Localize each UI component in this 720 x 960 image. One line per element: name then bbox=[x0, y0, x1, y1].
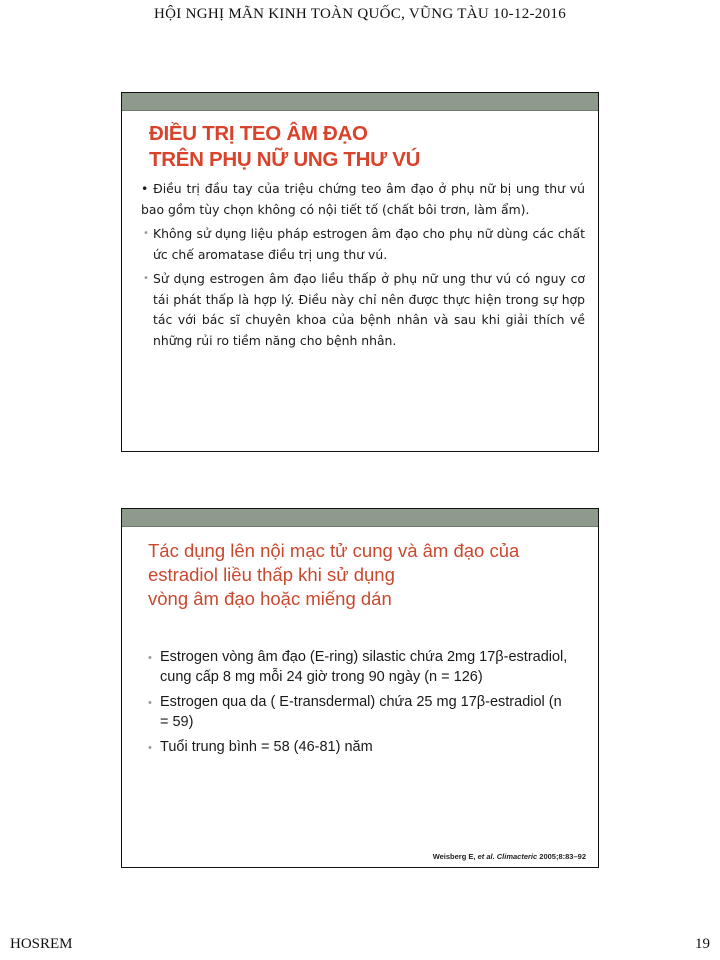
page-number: 19 bbox=[695, 936, 710, 952]
footer-organization: HOSREM bbox=[10, 936, 73, 952]
slide-title-line: vòng âm đạo hoặc miếng dán bbox=[148, 588, 392, 609]
slide-title bbox=[149, 121, 589, 173]
slide-top-bar bbox=[122, 509, 598, 527]
slide-body bbox=[141, 179, 585, 351]
lead-paragraph: • Điều trị đầu tay của triệu chứng teo âm đạo ở phụ nữ bị ung thư vú bao gồm tùy chọn không có nội tiết tố (chất bôi trơn, làm ẩm). bbox=[141, 181, 585, 217]
slide-title-line: TRÊN PHỤ NỮ UNG THƯ VÚ bbox=[149, 148, 421, 171]
citation-author: Weisberg E, bbox=[432, 852, 478, 861]
slide-title bbox=[148, 539, 588, 611]
bullet-icon: • bbox=[148, 652, 152, 664]
list-item bbox=[141, 224, 585, 265]
slide-title-line: Tác dụng lên nội mạc tử cung và âm đạo của bbox=[148, 540, 520, 561]
list-item-text: Tuổi trung bình = 58 (46-81) năm bbox=[160, 739, 373, 755]
bullet-icon: • bbox=[143, 273, 149, 284]
slide-2 bbox=[121, 508, 599, 868]
slide-top-bar bbox=[122, 93, 598, 111]
bullet-icon: • bbox=[143, 228, 149, 239]
page-header: HỘI NGHỊ MÃN KINH TOÀN QUỐC, VŨNG TÀU 10-12-2016 bbox=[153, 6, 567, 22]
bullet-icon: • bbox=[148, 697, 152, 709]
slide-title-line: ĐIỀU TRỊ TEO ÂM ĐẠO bbox=[149, 122, 368, 145]
list-item bbox=[148, 737, 568, 757]
list-item bbox=[148, 647, 568, 687]
list-item-text: Estrogen vòng âm đạo (E-ring) silastic chứa 2mg 17β-estradiol, cung cấp 8 mg mỗi 24 giờ trong 90 ngày (n = 126) bbox=[160, 649, 568, 685]
citation bbox=[433, 852, 586, 861]
slide-body bbox=[148, 647, 568, 762]
list-item-text: Estrogen qua da ( E-transdermal) chứa 25 mg 17β-estradiol (n = 59) bbox=[160, 694, 562, 730]
slide-title-line: estradiol liều thấp khi sử dụng bbox=[148, 564, 395, 585]
list-item bbox=[148, 692, 568, 732]
bullet-icon: • bbox=[148, 742, 152, 754]
list-item-text: Không sử dụng liệu pháp estrogen âm đạo cho phụ nữ dùng các chất ức chế aromatase điều trị ung thư vú. bbox=[153, 226, 585, 262]
slide-1 bbox=[121, 92, 599, 452]
list-item-text: Sử dụng estrogen âm đạo liều thấp ở phụ nữ ung thư vú có nguy cơ tái phát thấp là hợp lý. Điều này chỉ nên được thực hiện trong sự hợp tác với bác sĩ chuyên khoa của bệnh nhân và sau khi giải thích về những rủi ro tiềm năng cho bệnh nhân. bbox=[153, 271, 585, 348]
citation-reference: 2005;8:83–92 bbox=[537, 852, 586, 861]
citation-journal: et al. Climacteric bbox=[477, 852, 538, 861]
list-item bbox=[141, 269, 585, 351]
